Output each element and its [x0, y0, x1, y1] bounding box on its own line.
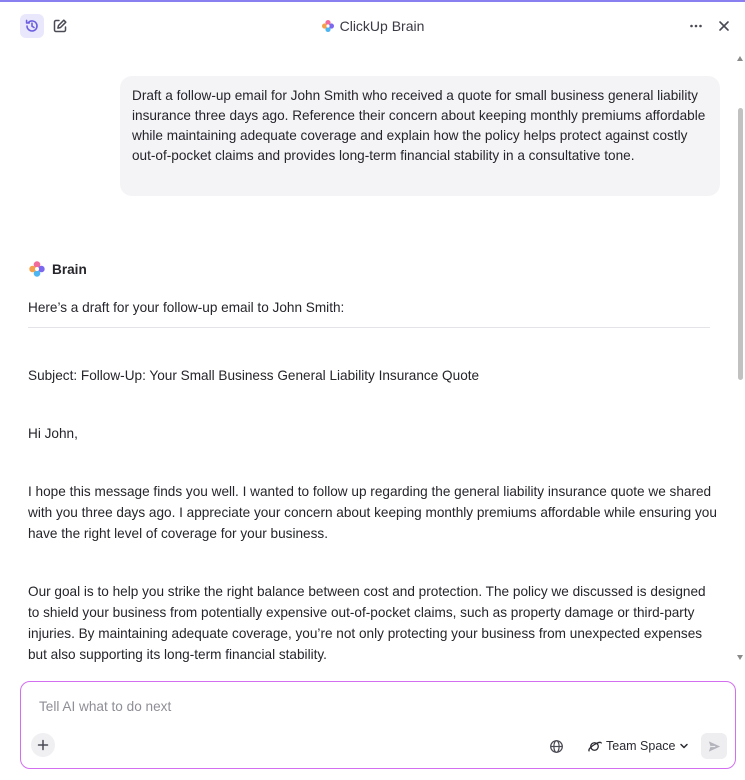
space-selector-label: Team Space — [606, 739, 676, 753]
scroll-up-arrow-icon[interactable] — [737, 56, 743, 61]
chevron-down-icon — [679, 741, 689, 751]
close-icon — [717, 19, 731, 33]
plus-icon — [37, 739, 49, 751]
assistant-intro: Here’s a draft for your follow-up email to John Smith: — [28, 300, 345, 315]
space-planet-icon — [587, 739, 602, 754]
send-button[interactable] — [701, 733, 727, 759]
assistant-header — [28, 259, 87, 279]
header — [0, 2, 745, 50]
email-subject: Subject: Follow-Up: Your Small Business General Liability Insurance Quote — [28, 368, 480, 383]
more-options-button[interactable] — [684, 14, 708, 38]
add-attachment-button[interactable] — [31, 733, 55, 757]
more-icon — [688, 18, 704, 34]
send-icon — [707, 739, 722, 754]
clickup-brain-logo-icon — [321, 19, 335, 33]
space-selector[interactable] — [587, 735, 689, 757]
scrollbar[interactable] — [736, 52, 745, 664]
globe-icon — [549, 739, 564, 754]
email-paragraph-2: Our goal is to help you strike the right balance between cost and protection. The policy we discussed is designed to shield your business from potentially expensive out-of-pocket claims, such as property damage or third-party injuries. By maintaining adequate coverage, you’re not only protecting your business from unexpected expenses but also supporting its long-term financial stability. — [28, 584, 706, 662]
email-paragraph-1: I hope this message finds you well. I wanted to follow up regarding the general liability insurance quote we shared with you three days ago. I appreciate your concern about keeping monthly premiums affordable while ensuring you have the right level of coverage for your business. — [28, 484, 717, 541]
user-message-bubble: Draft a follow-up email for John Smith who received a quote for small business general liability insurance three days ago. Reference their concern about keeping monthly premiums affordable while maintaining adequate coverage and explain how the policy helps protect against costly out-of-pocket claims and provides long-term financial stability in a consultative tone. — [120, 76, 720, 196]
assistant-name: Brain — [52, 261, 87, 277]
scroll-down-arrow-icon[interactable] — [737, 655, 743, 660]
divider — [28, 327, 710, 328]
header-title — [0, 16, 745, 36]
web-search-button[interactable] — [547, 737, 565, 755]
prompt-input[interactable] — [39, 698, 699, 716]
brain-avatar-icon — [28, 260, 46, 278]
close-button[interactable] — [712, 14, 736, 38]
scrollbar-thumb[interactable] — [738, 108, 743, 380]
page-title: ClickUp Brain — [339, 18, 425, 34]
email-greeting: Hi John, — [28, 426, 78, 441]
composer — [20, 681, 736, 769]
